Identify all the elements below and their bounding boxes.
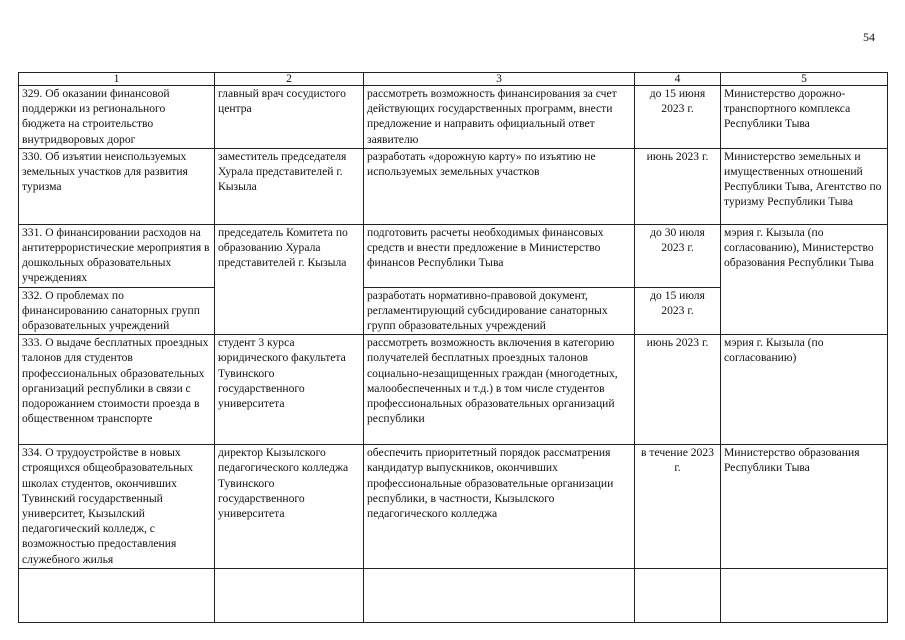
topic-cell: 331. О финансировании расходов на антитеррористические мероприятия в дошкольных образовательных учреждениях	[19, 224, 215, 287]
empty-cell	[635, 568, 721, 622]
deadline-cell: до 15 июня 2023 г.	[635, 86, 721, 149]
topic-cell: 330. Об изъятии неиспользуемых земельных участков для развития туризма	[19, 148, 215, 224]
topic-cell: 329. Об оказании финансовой поддержки из регионального бюджета на строительство внутридворовых дорог	[19, 86, 215, 149]
executor-cell: Министерство образования Республики Тыва	[721, 445, 888, 569]
column-number-row	[19, 73, 888, 86]
executor-cell: Министерство дорожно-транспортного комплекса Республики Тыва	[721, 86, 888, 149]
deadline-cell: в течение 2023 г.	[635, 445, 721, 569]
resolution-table	[18, 72, 888, 623]
action-cell: рассмотреть возможность финансирования за счет действующих государственных программ, внести предложение и направить официальный ответ заявителю	[364, 86, 635, 149]
action-cell: рассмотреть возможность включения в категорию получателей бесплатных проездных талонов социально-незащищенных граждан (многодетных, малообеспеченных и т.д.) в том числе студентов профессиональных образовательных организаций республики	[364, 335, 635, 445]
column-number: 2	[215, 73, 364, 86]
action-cell: разработать нормативно-правовой документ, регламентирующий субсидирование санаторных групп образовательных учреждений	[364, 287, 635, 335]
table-row	[19, 148, 888, 224]
deadline-cell: июнь 2023 г.	[635, 335, 721, 445]
deadline-cell: до 15 июля 2023 г.	[635, 287, 721, 335]
empty-cell	[364, 568, 635, 622]
deadline-cell: июнь 2023 г.	[635, 148, 721, 224]
deadline-cell: до 30 июля 2023 г.	[635, 224, 721, 287]
column-number: 5	[721, 73, 888, 86]
speaker-cell: директор Кызылского педагогического колледжа Тувинского государственного университета	[215, 445, 364, 569]
action-cell: разработать «дорожную карту» по изъятию не используемых земельных участков	[364, 148, 635, 224]
topic-cell: 333. О выдаче бесплатных проездных талонов для студентов профессиональных образовательных организаций республики в связи с подорожанием стоимости проезда в общественном транспорте	[19, 335, 215, 445]
executor-cell: мэрия г. Кызыла (по согласованию)	[721, 335, 888, 445]
action-cell: подготовить расчеты необходимых финансовых средств и внести предложение в Министерство финансов Республики Тыва	[364, 224, 635, 287]
empty-cell	[215, 568, 364, 622]
column-number: 3	[364, 73, 635, 86]
speaker-cell: студент 3 курса юридического факультета Тувинского государственного университета	[215, 335, 364, 445]
empty-row	[19, 568, 888, 622]
topic-cell: 332. О проблемах по финансированию санаторных групп образовательных учреждений	[19, 287, 215, 335]
speaker-cell: председатель Комитета по образованию Хурала представителей г. Кызыла	[215, 224, 364, 334]
executor-cell: Министерство земельных и имущественных отношений Республики Тыва, Агентство по туризму Республики Тыва	[721, 148, 888, 224]
empty-cell	[19, 568, 215, 622]
topic-cell: 334. О трудоустройстве в новых строящихся общеобразовательных школах студентов, окончивших Тувинский государственный университет, Кызылский педагогический колледж, с возможностью предоставления служебного жилья	[19, 445, 215, 569]
table-row	[19, 224, 888, 287]
speaker-cell: главный врач сосудистого центра	[215, 86, 364, 149]
table-row	[19, 445, 888, 569]
column-number: 1	[19, 73, 215, 86]
speaker-cell: заместитель председателя Хурала представителей г. Кызыла	[215, 148, 364, 224]
executor-cell: мэрия г. Кызыла (по согласованию), Министерство образования Республики Тыва	[721, 224, 888, 334]
table-row	[19, 86, 888, 149]
action-cell: обеспечить приоритетный порядок рассматрения кандидатур выпускников, окончивших профессиональные образовательные организации республики, в частности, Кызылского педагогического колледжа	[364, 445, 635, 569]
column-number: 4	[635, 73, 721, 86]
empty-cell	[721, 568, 888, 622]
page-number: 54	[863, 30, 875, 44]
table-row	[19, 335, 888, 445]
